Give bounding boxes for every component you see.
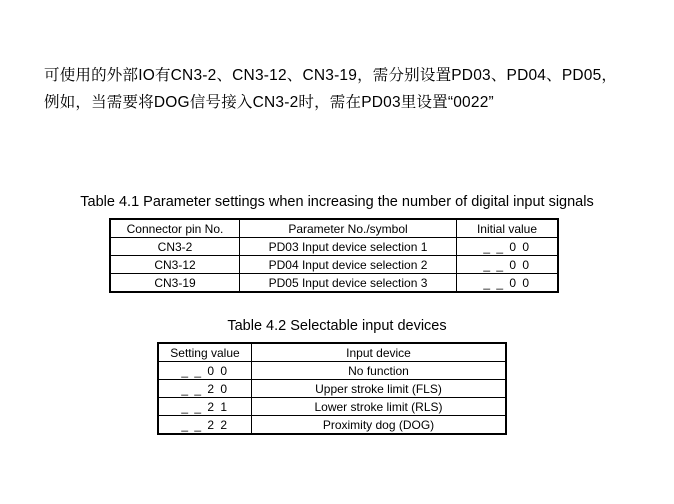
cell-input-device: Proximity dog (DOG) bbox=[252, 416, 507, 435]
cell-setting-value: _ _ 2 0 bbox=[158, 380, 252, 398]
table-row bbox=[110, 274, 558, 293]
column-header-parameter-no: Parameter No./symbol bbox=[240, 219, 457, 238]
intro-line-1: 可使用的外部IO有CN3-2、CN3-12、CN3-19，需分别设置PD03、PD04、PD05， bbox=[44, 67, 618, 84]
table-header-row bbox=[158, 343, 506, 362]
intro-paragraph bbox=[44, 62, 644, 116]
table-2-caption: Table 4.2 Selectable input devices bbox=[227, 318, 447, 334]
table-1-caption: Table 4.1 Parameter settings when increasing the number of digital input signals bbox=[80, 194, 594, 210]
cell-connector-pin: CN3-12 bbox=[110, 256, 240, 274]
cell-setting-value: _ _ 2 2 bbox=[158, 416, 252, 435]
selectable-input-devices-table bbox=[157, 342, 507, 435]
cell-initial-value: _ _ 0 0 bbox=[457, 256, 559, 274]
cell-setting-value: _ _ 2 1 bbox=[158, 398, 252, 416]
cell-setting-value: _ _ 0 0 bbox=[158, 362, 252, 380]
column-header-initial-value: Initial value bbox=[457, 219, 559, 238]
table-row bbox=[158, 362, 506, 380]
cell-input-device: No function bbox=[252, 362, 507, 380]
intro-line-2: 例如，当需要将DOG信号接入CN3-2时，需在PD03里设置“0022” bbox=[44, 94, 494, 111]
cell-initial-value: _ _ 0 0 bbox=[457, 274, 559, 293]
cell-input-device: Upper stroke limit (FLS) bbox=[252, 380, 507, 398]
cell-initial-value: _ _ 0 0 bbox=[457, 238, 559, 256]
cell-parameter-no: PD04 Input device selection 2 bbox=[240, 256, 457, 274]
parameter-settings-table bbox=[109, 218, 559, 293]
table-row bbox=[110, 238, 558, 256]
cell-connector-pin: CN3-2 bbox=[110, 238, 240, 256]
column-header-connector-pin: Connector pin No. bbox=[110, 219, 240, 238]
table-row bbox=[158, 380, 506, 398]
cell-input-device: Lower stroke limit (RLS) bbox=[252, 398, 507, 416]
table-header-row bbox=[110, 219, 558, 238]
cell-parameter-no: PD05 Input device selection 3 bbox=[240, 274, 457, 293]
cell-parameter-no: PD03 Input device selection 1 bbox=[240, 238, 457, 256]
column-header-setting-value: Setting value bbox=[158, 343, 252, 362]
cell-connector-pin: CN3-19 bbox=[110, 274, 240, 293]
column-header-input-device: Input device bbox=[252, 343, 507, 362]
table-row bbox=[158, 416, 506, 435]
table-row bbox=[158, 398, 506, 416]
table-row bbox=[110, 256, 558, 274]
